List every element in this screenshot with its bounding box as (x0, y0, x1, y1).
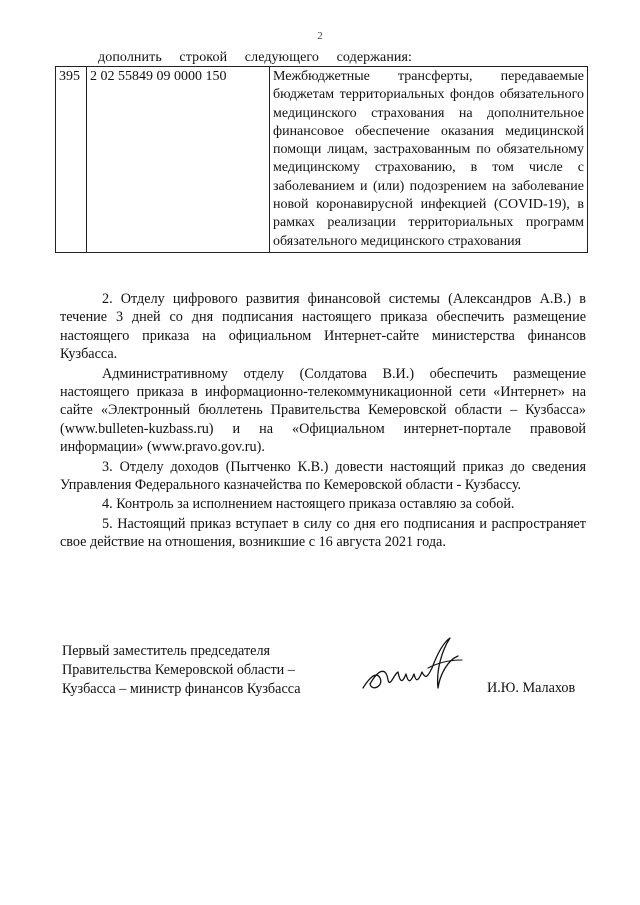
page-number: 2 (317, 30, 323, 42)
table-row (56, 67, 588, 253)
signatory-name: И.Ю. Малахов (487, 680, 576, 696)
signatory-title (62, 642, 301, 699)
inserted-row-table (55, 66, 588, 253)
paragraph-4: 4. Контроль за исполнением настоящего приказа оставляю за собой. (102, 496, 515, 513)
intro-line: дополнить строкой следующего содержания: (98, 50, 413, 65)
row-number: 395 (56, 67, 87, 253)
paragraph-3: 3. Отделу доходов (Пытченко К.В.) довести настоящий приказ до сведения Управления Федерального казначейства по Кемеровской области - Кузбассу. (60, 458, 586, 494)
paragraph-2-admin: Административному отделу (Солдатова В.И.) обеспечить размещение настоящего приказа в информационно-телекоммуникационной сети «Интернет» на сайте «Электронный бюллетень Правительства Кемеровской области – Кузбасса» (www.bulleten-kuzbass.ru) и на «Официальном интернет-портале правовой информации» (www.pravo.gov.ru). (60, 365, 586, 456)
row-code: 2 02 55849 09 0000 150 (87, 67, 270, 253)
signatory-line-3: Кузбасса – министр финансов Кузбасса (62, 681, 301, 697)
row-description: Межбюджетные трансферты, передаваемые бюджетам территориальных фондов обязательного медицинского страхования на дополнительное финансовое обеспечение оказания медицинской помощи лицам, застрахованным по обязательному медицинскому страхованию, в том числе с заболеванием и (или) подозрением на заболевание новой коронавирусной инфекцией (COVID-19), в рамках реализации территориальных программ обязательного медицинского страхования (270, 67, 588, 253)
signatory-line-1: Первый заместитель председателя (62, 643, 271, 659)
handwritten-signature (358, 630, 468, 705)
paragraph-5: 5. Настоящий приказ вступает в силу со дня его подписания и распространяет свое действие на отношения, возникшие с 16 августа 2021 года. (60, 515, 586, 551)
paragraph-2: 2. Отделу цифрового развития финансовой системы (Александров А.В.) в течение 3 дней со дня подписания настоящего приказа обеспечить размещение настоящего приказа на официальном Интернет-сайте министерства финансов Кузбасса. (60, 291, 586, 363)
signatory-line-2: Правительства Кемеровской области – (62, 662, 295, 678)
order-body (60, 290, 586, 553)
